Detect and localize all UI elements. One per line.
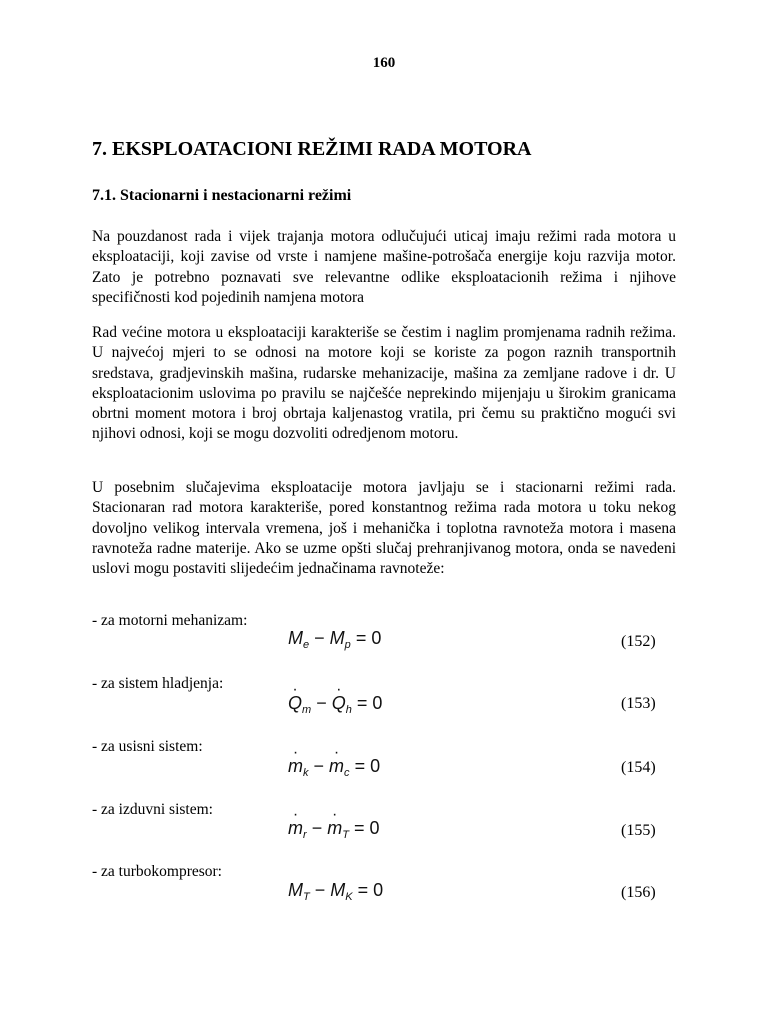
- equation-154-value: 0: [370, 756, 381, 776]
- equation-155-rhs-sub: T: [342, 829, 349, 841]
- equation-155-value: 0: [369, 818, 380, 838]
- equation-152-rhs: M: [329, 628, 345, 648]
- section-title: 7.1. Stacionarni i nestacionarni režimi: [92, 187, 352, 204]
- equation-153-rhs: · Q: [332, 693, 346, 714]
- equation-155-rhs: · m: [327, 818, 342, 839]
- chapter-title: 7. EKSPLOATACIONI REŽIMI RADA MOTORA: [92, 138, 532, 160]
- equation-152-lhs-sub: e: [303, 639, 310, 651]
- equation-label-155: - za izduvni sistem:: [92, 801, 213, 818]
- equation-155-lhs: · m: [288, 818, 303, 839]
- equation-label-156: - za turbokompresor:: [92, 863, 222, 880]
- equation-153-rhs-sub: h: [345, 704, 352, 716]
- equation-155-lhs-sub: r: [303, 829, 307, 841]
- equation-number-156: (156): [621, 884, 656, 901]
- paragraph-3: U posebnim slučajevima eksploatacije motora javljaju se i stacionarni režimi rada. Stacionaran rad motora karakteriše, pored konstantnog režima rada motora u toku nekog dovoljno velikog intervala vremena, još i mehanička i toplotna ravnoteža motora i masena ravnoteža radne materije. Ako se uzme opšti slučaj prehranjivanog motora, onda se navedeni uslovi mogu postaviti slijedećim jednačinama ravnoteže:: [92, 479, 676, 578]
- equation-156-value: 0: [373, 880, 384, 900]
- paragraph-1: Na pouzdanost rada i vijek trajanja motora odlučujući uticaj imaju režimi rada motora u eksploataciji, koji zavise od vrste i namjene mašine-potrošača energije koju razvija motor. Zato je potrebno poznavati sve relevantne odlike eksploatacionih režima i njihove specifičnosti kod pojedinih namjena motora: [92, 228, 676, 306]
- equation-153-lhs: · Q: [288, 693, 302, 714]
- equation-number-152: (152): [621, 633, 656, 650]
- equation-154-lhs: · m: [288, 756, 303, 777]
- equation-154-rhs: · m: [329, 756, 344, 777]
- equation-152: $M_e - M_p = 0$: [288, 628, 382, 651]
- equation-156-lhs-sub: T: [303, 891, 310, 903]
- equation-label-153: - za sistem hladjenja:: [92, 675, 224, 692]
- equation-label-152: - za motorni mehanizam:: [92, 612, 248, 629]
- equation-154-lhs-sub: k: [303, 767, 309, 779]
- equation-number-154: (154): [621, 759, 656, 776]
- equation-155: · $m_r$ − · $m_T = 0$: [288, 818, 380, 841]
- paragraph-2: Rad većine motora u eksploataciji karakteriše se čestim i naglim promjenama radnih režima. U najvećoj mjeri to se odnosi na motore koji se koriste za pogon raznih transportnih sredstava, gradjevinskih mašina, rudarske mehanizacije, mašina za zemljane radove i dr. U eksploatacionim uslovima po pravilu se najčešće neprekindo mijenjaju u širokim granicama obrtni moment motora i broj obrtaja kaljenastog vratila, pri čemu su praktično mogući svi njihovi odnosi, koji se mogu dozvoliti odredjenom motoru.: [92, 324, 676, 443]
- equation-156-lhs: M: [288, 880, 303, 900]
- equation-156-rhs: M: [330, 880, 346, 900]
- equation-152-lhs: M: [288, 628, 303, 648]
- equation-152-value: 0: [371, 628, 382, 648]
- equation-156-rhs-sub: K: [345, 891, 353, 903]
- equation-154: · $m_k$ − · $m_c = 0$: [288, 756, 380, 779]
- equation-153: · $Q_m$ − · $Q_h = 0$: [288, 693, 382, 716]
- equation-156: $M_T - M_K = 0$: [288, 880, 384, 903]
- equation-label-154: - za usisni sistem:: [92, 738, 203, 755]
- equation-153-lhs-sub: m: [302, 704, 312, 716]
- page-number: 160: [372, 55, 396, 71]
- equation-number-153: (153): [621, 695, 656, 712]
- equation-152-rhs-sub: p: [344, 639, 351, 651]
- equation-number-155: (155): [621, 822, 656, 839]
- equation-153-value: 0: [372, 693, 383, 713]
- equation-154-rhs-sub: c: [344, 767, 350, 779]
